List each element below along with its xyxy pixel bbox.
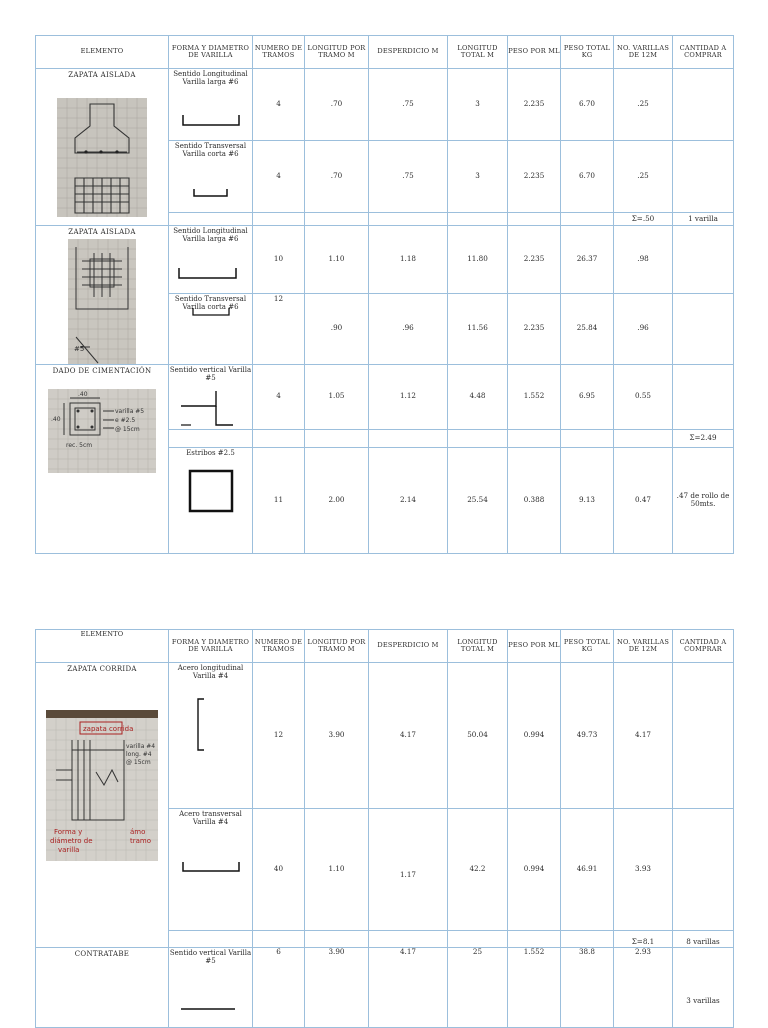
varillas-cell: .98 — [614, 226, 673, 294]
svg-text:varilla #4: varilla #4 — [126, 742, 156, 750]
forma-cell — [169, 447, 253, 553]
tramos-cell: 4 — [253, 141, 305, 213]
forma-label: Sentido vertical Varilla #5 — [169, 949, 252, 965]
forma-cell — [169, 293, 253, 364]
varillas-cell: .96 — [614, 293, 673, 364]
desperdicio-cell: 2.14 — [369, 447, 448, 553]
desperdicio-cell: 1.18 — [369, 226, 448, 294]
comprar-cell: 3 varillas — [673, 948, 734, 1028]
forma-cell — [169, 663, 253, 809]
header-elemento: ELEMENTO — [36, 36, 169, 69]
quantities-table-2 — [35, 629, 734, 1028]
svg-text:tramo: tramo — [130, 836, 152, 845]
longitud-total-cell: 25 — [448, 948, 508, 1028]
bar-shape-icon — [169, 1006, 253, 1012]
header-peso-ml: PESO POR ML — [508, 36, 561, 69]
longitud-total-cell: 11.80 — [448, 226, 508, 294]
longitud-total-cell: 3 — [448, 69, 508, 141]
svg-text:zapata corrida: zapata corrida — [83, 724, 134, 733]
forma-label: Acero transversal Varilla #4 — [179, 810, 242, 826]
forma-label: Sentido Transversal Varilla corta #6 — [174, 294, 247, 311]
comprar-cell — [673, 69, 734, 141]
longitud-cell: 1.10 — [305, 226, 369, 294]
element-cell — [36, 663, 169, 948]
element-cell — [36, 948, 169, 1028]
sum-cell: Σ=.50 — [614, 213, 673, 226]
header-desperdicio: DESPERDICIO M — [369, 36, 448, 69]
bar-shape-icon — [169, 304, 253, 318]
varillas-cell: 0.55 — [614, 364, 673, 429]
comprar-cell: 8 varillas — [673, 931, 734, 948]
peso-ml-cell: 2.235 — [508, 69, 561, 141]
longitud-cell: 3.90 — [305, 663, 369, 809]
header-varillas: NO. VARILLAS DE 12M — [614, 36, 673, 69]
table-row — [36, 948, 734, 1028]
forma-cell — [169, 364, 253, 429]
tramos-cell: 6 — [253, 948, 305, 1028]
peso-ml-cell: 2.235 — [508, 141, 561, 213]
svg-text:@ 15cm: @ 15cm — [115, 426, 140, 433]
longitud-cell: .70 — [305, 69, 369, 141]
desperdicio-cell: .96 — [369, 293, 448, 364]
longitud-cell: 1.10 — [305, 809, 369, 931]
bar-shape-icon — [169, 695, 253, 755]
longitud-total-cell: 42.2 — [448, 809, 508, 931]
comprar-cell — [673, 226, 734, 294]
forma-cell — [169, 809, 253, 931]
bar-shape-icon — [169, 859, 253, 875]
bar-shape-icon — [169, 111, 253, 131]
longitud-total-cell: 25.54 — [448, 447, 508, 553]
peso-total-cell: 25.84 — [561, 293, 614, 364]
desperdicio-cell: 4.17 — [369, 663, 448, 809]
element-cell — [36, 226, 169, 365]
pedestal-sketch-photo — [48, 389, 156, 473]
tramos-cell: 11 — [253, 447, 305, 553]
comprar-cell: .47 de rollo de 50mts. — [673, 447, 734, 553]
svg-text:#5: #5 — [74, 344, 85, 353]
bar-shape-icon — [169, 185, 253, 201]
forma-label: Sentido Longitudinal Varilla larga #6 — [173, 70, 248, 86]
tramos-cell: 4 — [253, 364, 305, 429]
quantities-table-1 — [35, 35, 734, 554]
comprar-cell — [673, 364, 734, 429]
comprar-cell — [673, 809, 734, 931]
peso-total-cell: 49.73 — [561, 663, 614, 809]
tramos-cell: 40 — [253, 809, 305, 931]
header-comprar: CANTIDAD A COMPRAR — [673, 630, 734, 663]
sum-cell: Σ=2.49 — [673, 429, 734, 447]
table-row — [36, 663, 734, 809]
forma-cell — [169, 948, 253, 1028]
header-row — [36, 36, 734, 69]
peso-ml-cell: 1.552 — [508, 364, 561, 429]
tramos-cell: 10 — [253, 226, 305, 294]
peso-ml-cell: 0.994 — [508, 663, 561, 809]
peso-ml-cell: 2.235 — [508, 226, 561, 294]
header-peso-ml: PESO POR ML — [508, 630, 561, 663]
element-cell — [36, 364, 169, 553]
longitud-total-cell: 50.04 — [448, 663, 508, 809]
footing-sketch-photo — [57, 98, 147, 217]
table-row — [36, 226, 734, 294]
desperdicio-cell: 4.17 — [369, 948, 448, 1028]
header-longitud: LONGITUD POR TRAMO M — [305, 630, 369, 663]
peso-total-cell: 46.91 — [561, 809, 614, 931]
comprar-cell — [673, 141, 734, 213]
comprar-cell — [673, 293, 734, 364]
sum-cell: Σ=8.1 — [614, 931, 673, 948]
varillas-cell: .25 — [614, 141, 673, 213]
desperdicio-cell: .75 — [369, 69, 448, 141]
element-label: ZAPATA CORRIDA — [67, 665, 137, 673]
header-row — [36, 630, 734, 663]
longitud-cell: .90 — [305, 293, 369, 364]
longitud-total-cell: 11.56 — [448, 293, 508, 364]
forma-cell — [169, 226, 253, 294]
svg-text:long. #4: long. #4 — [126, 750, 152, 758]
header-longitud: LONGITUD POR TRAMO M — [305, 36, 369, 69]
header-tramos: NUMERO DE TRAMOS — [253, 630, 305, 663]
table-row — [36, 69, 734, 141]
bar-shape-icon — [169, 389, 253, 429]
forma-label: Estribos #2.5 — [186, 448, 235, 457]
varillas-cell: .25 — [614, 69, 673, 141]
varillas-cell: 0.47 — [614, 447, 673, 553]
table-row — [36, 364, 734, 429]
element-cell — [36, 69, 169, 226]
footing-sketch-photo — [68, 239, 136, 364]
svg-text:.40: .40 — [78, 391, 88, 398]
header-desperdicio: DESPERDICIO M — [369, 630, 448, 663]
svg-text:e #2.5: e #2.5 — [115, 417, 136, 424]
peso-total-cell: 6.95 — [561, 364, 614, 429]
header-comprar: CANTIDAD A COMPRAR — [673, 36, 734, 69]
peso-total-cell: 6.70 — [561, 141, 614, 213]
peso-total-cell: 6.70 — [561, 69, 614, 141]
varillas-cell: 3.93 — [614, 809, 673, 931]
svg-text:@ 15cm: @ 15cm — [126, 758, 151, 766]
stirrup-shape-icon — [169, 468, 253, 514]
element-label: ZAPATA AISLADA — [68, 228, 136, 236]
longitud-cell: 2.00 — [305, 447, 369, 553]
bar-shape-icon — [169, 266, 253, 280]
svg-text:varilla #5: varilla #5 — [115, 408, 145, 415]
element-label: DADO DE CIMENTACIÓN — [52, 366, 152, 375]
tramos-cell: 4 — [253, 69, 305, 141]
header-elemento: ELEMENTO — [36, 630, 169, 663]
longitud-cell: .70 — [305, 141, 369, 213]
header-longitud-total: LONGITUD TOTAL M — [448, 630, 508, 663]
svg-text:ámo: ámo — [130, 827, 146, 836]
peso-ml-cell: 0.994 — [508, 809, 561, 931]
longitud-cell: 3.90 — [305, 948, 369, 1028]
tramos-cell: 12 — [253, 293, 305, 364]
longitud-total-cell: 4.48 — [448, 364, 508, 429]
forma-label: Sentido Transversal Varilla corta #6 — [174, 142, 247, 158]
strip-footing-sketch-photo — [46, 710, 158, 861]
tramos-cell: 12 — [253, 663, 305, 809]
header-forma: FORMA Y DIAMETRO DE VARILLA — [169, 36, 253, 69]
header-forma: FORMA Y DIAMETRO DE VARILLA — [169, 630, 253, 663]
svg-text:Forma y: Forma y — [54, 827, 83, 836]
desperdicio-cell: .75 — [369, 141, 448, 213]
forma-label: Sentido vertical Varilla #5 — [169, 365, 252, 382]
svg-text:rec. 5cm: rec. 5cm — [66, 442, 93, 449]
peso-ml-cell: 2.235 — [508, 293, 561, 364]
forma-label: Acero longitudinal Varilla #4 — [177, 664, 244, 680]
header-peso-total: PESO TOTAL KG — [561, 36, 614, 69]
peso-total-cell: 26.37 — [561, 226, 614, 294]
header-longitud-total: LONGITUD TOTAL M — [448, 36, 508, 69]
peso-ml-cell: 0.388 — [508, 447, 561, 553]
forma-cell — [169, 141, 253, 213]
peso-ml-cell: 1.552 — [508, 948, 561, 1028]
svg-text:diámetro de: diámetro de — [50, 836, 93, 845]
varillas-cell: 4.17 — [614, 663, 673, 809]
desperdicio-cell: 1.12 — [369, 364, 448, 429]
element-label: ZAPATA AISLADA — [68, 71, 136, 79]
forma-label: Sentido Longitudinal Varilla larga #6 — [173, 227, 248, 243]
comprar-cell: 1 varilla — [673, 213, 734, 226]
header-peso-total: PESO TOTAL KG — [561, 630, 614, 663]
desperdicio-cell: 1.17 — [369, 809, 448, 931]
element-label: CONTRATABE — [74, 950, 130, 958]
longitud-total-cell: 3 — [448, 141, 508, 213]
header-varillas: NO. VARILLAS DE 12M — [614, 630, 673, 663]
header-tramos: NUMERO DE TRAMOS — [253, 36, 305, 69]
svg-text:.40: .40 — [51, 416, 61, 423]
peso-total-cell: 9.13 — [561, 447, 614, 553]
svg-text:varilla: varilla — [58, 845, 80, 854]
peso-total-cell: 38.8 — [561, 948, 614, 1028]
comprar-cell — [673, 663, 734, 809]
varillas-cell: 2.93 — [614, 948, 673, 1028]
forma-cell — [169, 69, 253, 141]
longitud-cell: 1.05 — [305, 364, 369, 429]
